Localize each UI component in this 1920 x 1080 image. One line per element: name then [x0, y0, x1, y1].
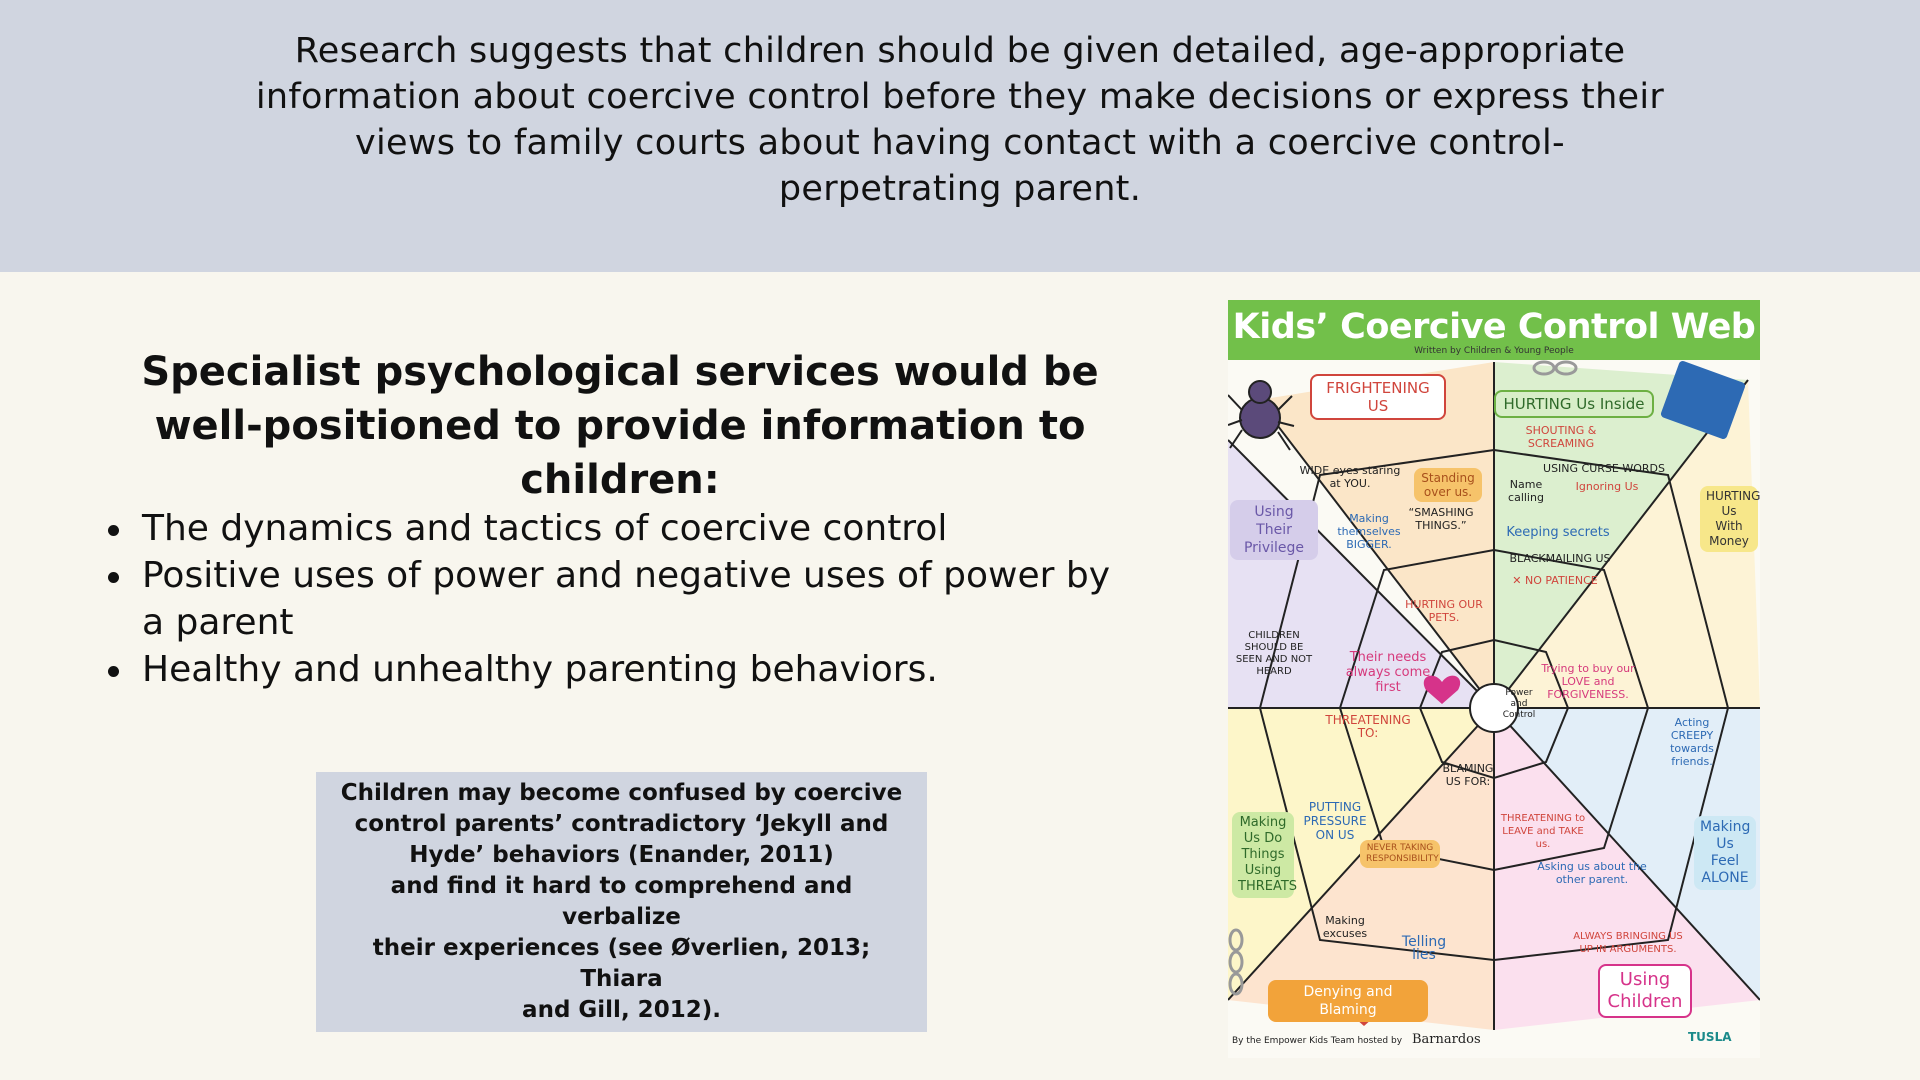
callout-line: Children may become confused by coercive	[340, 780, 903, 806]
arguments-label: ALWAYS BRINGING US UP IN ARGUMENTS.	[1573, 931, 1683, 955]
hurting-money-label: HURTING Us With Money	[1700, 486, 1758, 552]
wide-eyes-label: WIDE eyes staring at YOU.	[1299, 464, 1401, 490]
ignoring-label: Ignoring Us	[1575, 480, 1639, 493]
callout-line: and find it hard to comprehend and verbalize	[390, 873, 853, 930]
tusla-logo: TUSLA	[1688, 1030, 1732, 1044]
poster-footer: By the Empower Kids Team hosted by	[1232, 1036, 1403, 1046]
creepy-label: Acting CREEPY towards friends.	[1670, 716, 1714, 768]
callout-line: Hyde’ behaviors (Enander, 2011)	[409, 842, 834, 868]
responsibility-label: NEVER TAKING RESPONSIBILITY	[1360, 840, 1440, 868]
coercive-control-web-poster	[1228, 300, 1760, 1058]
top-banner	[0, 0, 1920, 272]
power-control-center: Power and Control	[1502, 688, 1536, 720]
name-calling-label: Name calling	[1508, 478, 1544, 504]
needs-first-label: Their needs always come first	[1345, 650, 1431, 695]
blaming-label: BLAMING US FOR:	[1442, 762, 1494, 788]
love-forgiveness-label: Trying to buy our LOVE and FORGIVENESS.	[1541, 662, 1635, 701]
leave-take-label: THREATENING to LEAVE and TAKE us.	[1500, 813, 1586, 850]
using-children-label: Using Children	[1598, 964, 1692, 1018]
callout-line: and Gill, 2012).	[522, 997, 721, 1023]
seen-not-heard-label: CHILDREN SHOULD BE SEEN AND NOT HEARD	[1235, 630, 1313, 677]
other-parent-label: Asking us about the other parent.	[1537, 860, 1647, 886]
bullet-list	[100, 505, 1120, 693]
heading-line-1: Specialist psychological services would be	[141, 349, 1099, 395]
callout-text	[332, 778, 911, 1026]
poster-subtitle: Written by Children & Young People	[1414, 346, 1574, 356]
denying-blaming-label: Denying and Blaming	[1268, 980, 1428, 1022]
bullet-item: Healthy and unhealthy parenting behaviors.	[100, 646, 1120, 693]
blackmailing-label: BLACKMAILING US	[1509, 552, 1611, 565]
threatening-label: THREATENING TO:	[1325, 713, 1411, 740]
making-threats-label: Making Us Do Things Using THREATS	[1232, 812, 1294, 898]
barnardos-logo: Barnardos	[1412, 1032, 1481, 1047]
hurting-inside-label: HURTING Us Inside	[1494, 390, 1654, 418]
bullet-item: The dynamics and tactics of coercive control	[100, 505, 1120, 552]
privilege-label: Using Their Privilege	[1230, 500, 1318, 560]
top-banner-text: Research suggests that children should be given detailed, age-appropriate information about coercive control before they make decisions or express their views to family courts about having contact with a coercive control-perpetrating parent.	[255, 31, 1665, 209]
keeping-secrets-label: Keeping secrets	[1506, 525, 1610, 540]
frightening-us-label: FRIGHTENING US	[1310, 374, 1446, 420]
bullet-item: Positive uses of power and negative uses of power by a parent	[100, 552, 1120, 646]
telling-lies-label: Telling lies	[1401, 934, 1447, 963]
curse-words-label: USING CURSE WORDS	[1543, 462, 1665, 475]
alone-label: Making Us Feel ALONE	[1694, 816, 1756, 890]
heading-line-2: well-positioned to provide information to children:	[154, 403, 1086, 503]
bigger-label: Making themselves BIGGER.	[1337, 512, 1401, 551]
hurting-pets-label: HURTING OUR PETS.	[1405, 598, 1483, 624]
section-heading	[70, 345, 1170, 507]
callout-box	[316, 772, 927, 1032]
callout-line: control parents’ contradictory ‘Jekyll and	[354, 811, 889, 837]
pressure-label: PUTTING PRESSURE ON US	[1303, 800, 1367, 842]
no-patience-label: ✕ NO PATIENCE	[1512, 574, 1598, 587]
callout-line: their experiences (see Øverlien, 2013; Thiara	[372, 935, 871, 992]
excuses-label: Making excuses	[1322, 914, 1368, 940]
smashing-label: “SMASHING THINGS.”	[1408, 506, 1474, 532]
poster-title: Kids’ Coercive Control Web	[1232, 307, 1756, 347]
standing-over-label: Standing over us.	[1414, 468, 1482, 502]
shouting-label: SHOUTING & SCREAMING	[1525, 424, 1597, 450]
